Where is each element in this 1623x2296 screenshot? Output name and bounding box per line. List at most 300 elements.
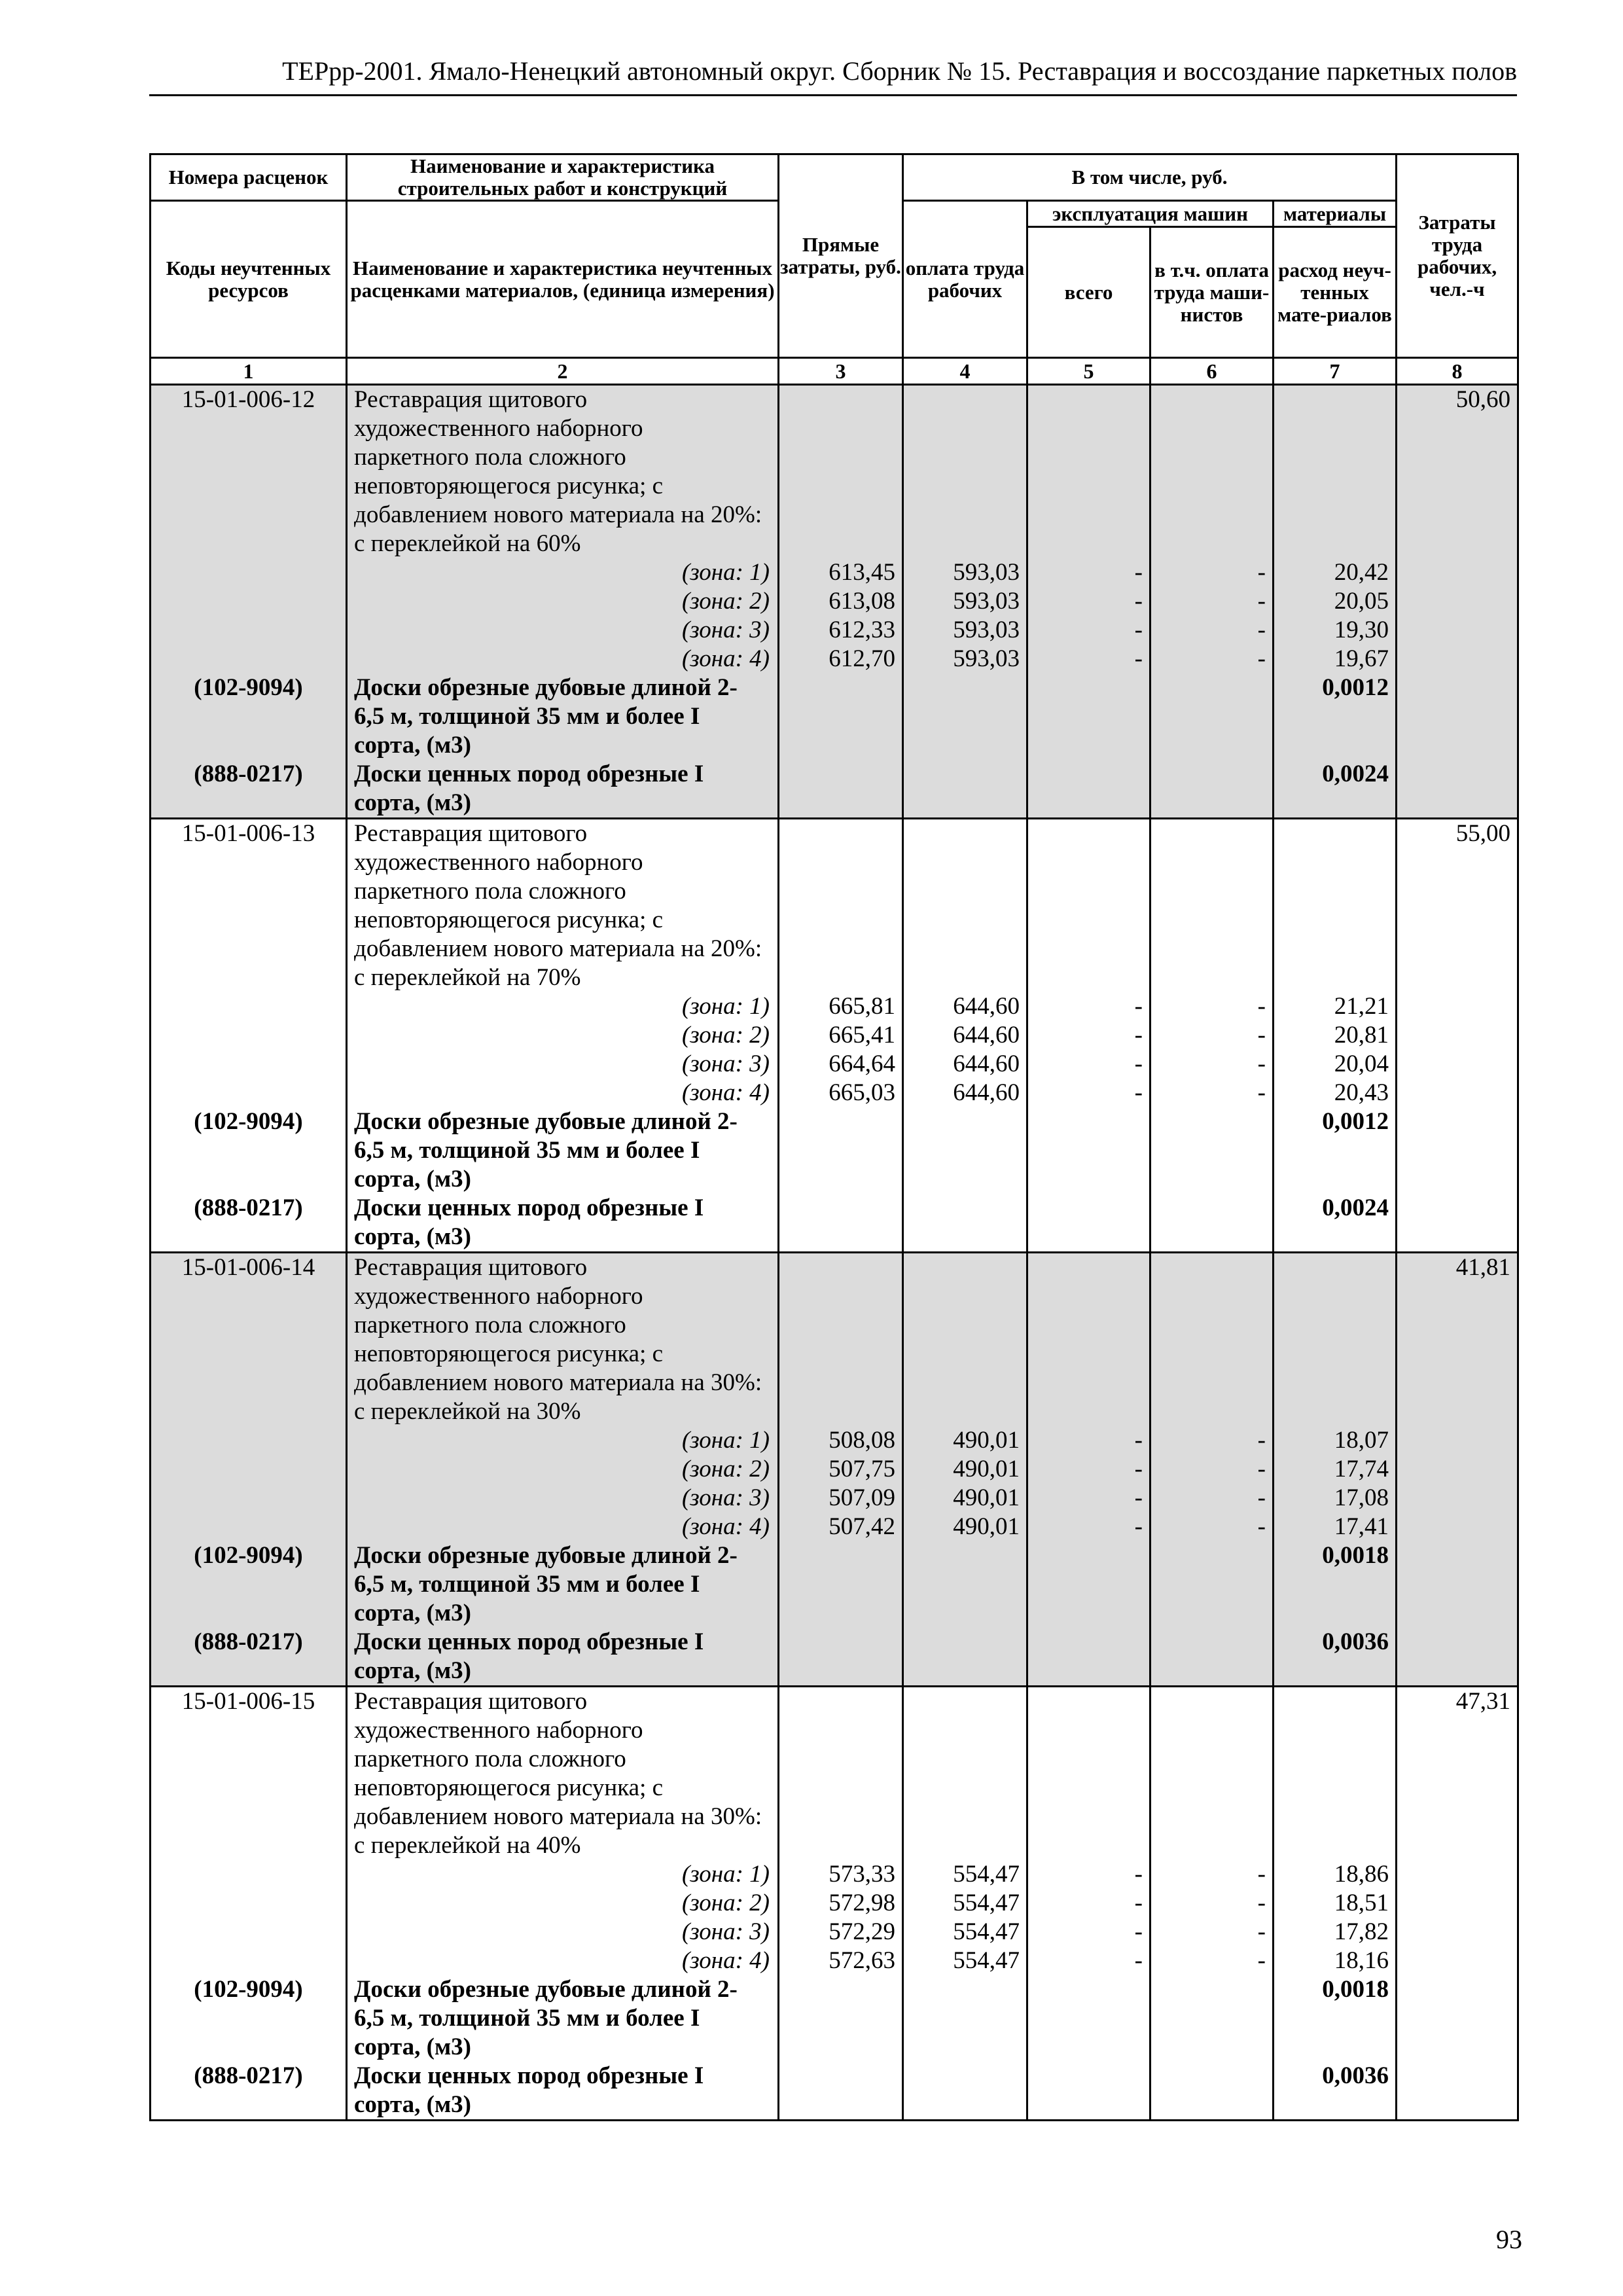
materials-header: материалы (1274, 201, 1397, 227)
blank-line (1151, 1831, 1272, 1860)
machinist-wage: - (1257, 993, 1266, 1020)
work-description-line: неповторяющегося рисунка; с (354, 1340, 664, 1367)
blank-line (904, 1831, 1026, 1860)
blank-line (1028, 1628, 1149, 1657)
blank-line (904, 1253, 1026, 1282)
direct-cost: 573,33 (829, 1861, 895, 1888)
blank-line (151, 645, 346, 673)
blank-line (151, 1455, 346, 1484)
blank-line (1028, 963, 1149, 992)
worker-wage: 554,47 (953, 1947, 1020, 1974)
blank-line (1397, 2090, 1517, 2119)
blank-line (779, 472, 902, 501)
work-description-line: неповторяющегося рисунка; с (354, 473, 664, 499)
table-cell (779, 1253, 903, 1687)
worker-wage: 554,47 (953, 1890, 1020, 1916)
blank-line (1274, 1253, 1395, 1282)
blank-line (1028, 877, 1149, 906)
labor-cost: 47,31 (1455, 1688, 1511, 1715)
col1-top-header: Номера расценок (151, 154, 347, 201)
col5-header: всего (1027, 227, 1150, 358)
blank-line (779, 386, 902, 414)
direct-cost: 665,03 (829, 1079, 895, 1106)
blank-line (1028, 819, 1149, 848)
blank-line (1028, 1570, 1149, 1599)
table-row (151, 819, 1518, 1253)
blank-line (779, 1774, 902, 1803)
blank-line (779, 1397, 902, 1426)
blank-line (1397, 1541, 1517, 1570)
resource-name-line: сорта, (м3) (354, 1223, 471, 1250)
machine-cost: - (1134, 645, 1143, 672)
material-cost: 21,21 (1334, 993, 1389, 1020)
blank-line (1397, 877, 1517, 906)
blank-line (1397, 443, 1517, 472)
blank-line (1397, 1079, 1517, 1107)
material-cost: 17,74 (1334, 1456, 1389, 1482)
machine-cost: - (1134, 1513, 1143, 1540)
material-cost: 20,43 (1334, 1079, 1389, 1106)
table-cell (1027, 1253, 1150, 1687)
blank-line (1028, 1165, 1149, 1194)
blank-line (779, 673, 902, 702)
blank-line (151, 558, 346, 587)
blank-line (1274, 2033, 1395, 2062)
blank-line (1274, 819, 1395, 848)
blank-line (151, 1165, 346, 1194)
machinist-wage: - (1257, 1022, 1266, 1049)
machinist-wage: - (1257, 1861, 1266, 1888)
table-cell (1274, 385, 1397, 819)
blank-line (1028, 1369, 1149, 1397)
blank-line (151, 877, 346, 906)
worker-wage: 490,01 (953, 1456, 1020, 1482)
blank-line (1028, 1745, 1149, 1774)
table-cell (347, 1687, 779, 2121)
col3-header: Прямые затраты, руб. (779, 154, 903, 358)
resource-consumption: 0,0036 (1322, 2062, 1389, 2089)
resource-name-line: Доски ценных пород обрезные I (354, 761, 704, 787)
machinist-wage: - (1257, 645, 1266, 672)
blank-line (779, 760, 902, 789)
resource-name-line: 6,5 м, толщиной 35 мм и более I (354, 703, 700, 730)
table-cell (903, 385, 1027, 819)
blank-line (1151, 1194, 1272, 1223)
blank-line (904, 1107, 1026, 1136)
table-cell (1150, 385, 1274, 819)
blank-line (151, 1223, 346, 1251)
blank-line (779, 1831, 902, 1860)
machine-cost: - (1134, 993, 1143, 1020)
blank-line (904, 848, 1026, 877)
resource-consumption: 0,0018 (1322, 1976, 1389, 2003)
blank-line (1028, 1136, 1149, 1165)
blank-line (779, 1369, 902, 1397)
blank-line (1028, 529, 1149, 558)
blank-line (1274, 906, 1395, 935)
blank-line (1274, 1831, 1395, 1860)
machine-cost: - (1134, 617, 1143, 643)
zone-label: (зона: 2) (681, 1456, 770, 1482)
blank-line (1274, 1311, 1395, 1340)
blank-line (1397, 963, 1517, 992)
blank-line (779, 906, 902, 935)
worker-wage: 554,47 (953, 1861, 1020, 1888)
blank-line (1151, 2004, 1272, 2033)
blank-line (151, 1513, 346, 1541)
blank-line (904, 1628, 1026, 1657)
blank-line (1397, 1628, 1517, 1657)
blank-line (151, 1774, 346, 1803)
blank-line (779, 1745, 902, 1774)
table-cell (347, 385, 779, 819)
blank-line (1151, 414, 1272, 443)
blank-line (1274, 472, 1395, 501)
blank-line (1274, 935, 1395, 963)
blank-line (1028, 1194, 1149, 1223)
machine-cost: - (1134, 1079, 1143, 1106)
direct-cost: 572,63 (829, 1947, 895, 1974)
blank-line (151, 848, 346, 877)
resource-code: (888-0217) (194, 1194, 303, 1221)
zone-label: (зона: 3) (681, 617, 770, 643)
blank-line (151, 1397, 346, 1426)
zone-label: (зона: 1) (681, 559, 770, 586)
worker-wage: 593,03 (953, 617, 1020, 643)
blank-line (1151, 1107, 1272, 1136)
blank-line (779, 819, 902, 848)
work-description-line: Реставрация щитового (354, 1254, 588, 1281)
blank-line (779, 935, 902, 963)
column-index-row (151, 358, 1518, 385)
machinist-wage: - (1257, 1050, 1266, 1077)
table-cell (1027, 1687, 1150, 2121)
blank-line (1274, 1282, 1395, 1311)
blank-line (1028, 1599, 1149, 1628)
blank-line (151, 2004, 346, 2033)
blank-line (1151, 501, 1272, 529)
blank-line (904, 1687, 1026, 1716)
blank-line (1028, 1831, 1149, 1860)
blank-line (904, 1803, 1026, 1831)
resource-consumption: 0,0036 (1322, 1628, 1389, 1655)
work-description-line: с переклейкой на 40% (354, 1832, 581, 1859)
blank-line (779, 1716, 902, 1745)
material-cost: 20,04 (1334, 1050, 1389, 1077)
machine-cost: - (1134, 1918, 1143, 1945)
machinist-wage: - (1257, 1427, 1266, 1454)
blank-line (1274, 731, 1395, 760)
blank-line (1274, 1774, 1395, 1803)
blank-line (779, 1975, 902, 2004)
blank-line (1028, 2090, 1149, 2119)
blank-line (779, 1194, 902, 1223)
machine-cost: - (1134, 1050, 1143, 1077)
blank-line (1397, 1021, 1517, 1050)
group-header: В том числе, руб. (903, 154, 1397, 201)
blank-line (151, 789, 346, 817)
blank-line (151, 963, 346, 992)
blank-line (151, 1570, 346, 1599)
direct-cost: 613,08 (829, 588, 895, 615)
machinist-wage: - (1257, 588, 1266, 615)
blank-line (904, 1194, 1026, 1223)
blank-line (151, 587, 346, 616)
work-description-line: паркетного пола сложного (354, 444, 626, 471)
blank-line (151, 1716, 346, 1745)
resource-consumption: 0,0012 (1322, 1108, 1389, 1135)
blank-line (779, 1687, 902, 1716)
blank-line (779, 1803, 902, 1831)
resource-name-line: Доски ценных пород обрезные I (354, 1628, 704, 1655)
worker-wage: 554,47 (953, 1918, 1020, 1945)
work-description-line: паркетного пола сложного (354, 1746, 626, 1772)
blank-line (1028, 1975, 1149, 2004)
blank-line (1397, 935, 1517, 963)
rate-code: 15-01-006-13 (181, 820, 315, 847)
resource-code: (888-0217) (194, 761, 303, 787)
resource-code: (102-9094) (194, 1542, 303, 1569)
work-description-line: художественного наборного (354, 1717, 643, 1744)
resource-consumption: 0,0012 (1322, 674, 1389, 701)
blank-line (904, 386, 1026, 414)
labor-cost: 55,00 (1455, 820, 1511, 847)
rate-code: 15-01-006-15 (181, 1688, 315, 1715)
blank-line (779, 1311, 902, 1340)
blank-line (1274, 1136, 1395, 1165)
table-cell (1274, 1687, 1397, 2121)
blank-line (1397, 1194, 1517, 1223)
machine-cost: - (1134, 588, 1143, 615)
resource-name-line: сорта, (м3) (354, 789, 471, 816)
page-header (149, 56, 1517, 96)
resource-name-line: сорта, (м3) (354, 1600, 471, 1626)
blank-line (1274, 443, 1395, 472)
blank-line (904, 1282, 1026, 1311)
blank-line (1151, 1311, 1272, 1340)
worker-wage: 644,60 (953, 1079, 1020, 1106)
machinist-wage: - (1257, 1890, 1266, 1916)
machinist-wage: - (1257, 1513, 1266, 1540)
blank-line (1028, 443, 1149, 472)
work-description-line: с переклейкой на 70% (354, 964, 581, 991)
blank-line (904, 529, 1026, 558)
blank-line (904, 1745, 1026, 1774)
price-table (149, 153, 1519, 2121)
table-cell (779, 819, 903, 1253)
blank-line (904, 731, 1026, 760)
blank-line (1397, 414, 1517, 443)
blank-line (904, 1975, 1026, 2004)
material-cost: 17,41 (1334, 1513, 1389, 1540)
blank-line (1028, 472, 1149, 501)
blank-line (151, 1311, 346, 1340)
blank-line (1397, 558, 1517, 587)
blank-line (1151, 963, 1272, 992)
blank-line (1028, 1311, 1149, 1340)
blank-line (1397, 1136, 1517, 1165)
machinist-wage: - (1257, 1456, 1266, 1482)
zone-label: (зона: 4) (681, 1079, 770, 1106)
blank-line (1397, 1831, 1517, 1860)
blank-line (1151, 877, 1272, 906)
blank-line (1151, 935, 1272, 963)
blank-line (151, 529, 346, 558)
worker-wage: 490,01 (953, 1513, 1020, 1540)
machine-cost: - (1134, 1947, 1143, 1974)
column-index: 8 (1397, 358, 1518, 385)
blank-line (1397, 731, 1517, 760)
blank-line (151, 731, 346, 760)
resource-name-line: 6,5 м, толщиной 35 мм и более I (354, 1571, 700, 1598)
blank-line (151, 1889, 346, 1918)
table-cell (1150, 1253, 1274, 1687)
machine-cost: - (1134, 1861, 1143, 1888)
resource-name-line: Доски обрезные дубовые длиной 2- (354, 1108, 738, 1135)
table-cell (1397, 819, 1518, 1253)
direct-cost: 507,42 (829, 1513, 895, 1540)
table-cell (151, 385, 347, 819)
table-cell (1274, 1253, 1397, 1687)
blank-line (1274, 1657, 1395, 1685)
blank-line (779, 1541, 902, 1570)
blank-line (904, 906, 1026, 935)
direct-cost: 665,41 (829, 1022, 895, 1049)
blank-line (1028, 2062, 1149, 2090)
blank-line (1397, 1803, 1517, 1831)
column-index: 6 (1150, 358, 1274, 385)
material-cost: 18,51 (1334, 1890, 1389, 1916)
resource-name-line: сорта, (м3) (354, 2091, 471, 2118)
price-table-container (149, 153, 1517, 2121)
blank-line (1397, 1774, 1517, 1803)
zone-label: (зона: 2) (681, 588, 770, 615)
blank-line (1028, 906, 1149, 935)
blank-line (1151, 1253, 1272, 1282)
blank-line (904, 443, 1026, 472)
blank-line (1151, 731, 1272, 760)
table-cell (1397, 1253, 1518, 1687)
blank-line (1274, 702, 1395, 731)
material-cost: 20,81 (1334, 1022, 1389, 1049)
blank-line (1397, 587, 1517, 616)
blank-line (1151, 819, 1272, 848)
machinist-wage: - (1257, 1947, 1266, 1974)
zone-label: (зона: 3) (681, 1484, 770, 1511)
blank-line (1151, 2090, 1272, 2119)
worker-wage: 490,01 (953, 1427, 1020, 1454)
direct-cost: 664,64 (829, 1050, 895, 1077)
blank-line (151, 906, 346, 935)
blank-line (1151, 1223, 1272, 1251)
blank-line (1028, 731, 1149, 760)
blank-line (1397, 1165, 1517, 1194)
blank-line (151, 1484, 346, 1513)
blank-line (1028, 1541, 1149, 1570)
blank-line (904, 1223, 1026, 1251)
blank-line (1274, 529, 1395, 558)
blank-line (151, 1369, 346, 1397)
blank-line (1397, 992, 1517, 1021)
zone-label: (зона: 1) (681, 1427, 770, 1454)
direct-cost: 572,98 (829, 1890, 895, 1916)
table-cell (1150, 819, 1274, 1253)
resource-name-line: сорта, (м3) (354, 1657, 471, 1684)
blank-line (904, 1541, 1026, 1570)
blank-line (1274, 1687, 1395, 1716)
direct-cost: 665,81 (829, 993, 895, 1020)
worker-wage: 644,60 (953, 1022, 1020, 1049)
blank-line (779, 1599, 902, 1628)
page-number: 93 (1496, 2225, 1522, 2254)
blank-line (1274, 1223, 1395, 1251)
column-index: 2 (347, 358, 779, 385)
blank-line (1397, 789, 1517, 817)
labor-cost: 41,81 (1455, 1254, 1511, 1281)
machines-header: эксплуатация машин (1027, 201, 1274, 227)
blank-line (1274, 877, 1395, 906)
blank-line (1274, 2004, 1395, 2033)
col1-bottom-header: Коды неучтенных ресурсов (151, 201, 347, 358)
resource-name-line: сорта, (м3) (354, 732, 471, 759)
resource-consumption: 0,0024 (1322, 1194, 1389, 1221)
blank-line (904, 1136, 1026, 1165)
header-title: ТЕРрр-2001. Ямало-Ненецкий автономный округ. Сборник № 15. Реставрация и воссоздание паркетных полов (282, 56, 1517, 86)
blank-line (1397, 702, 1517, 731)
direct-cost: 507,09 (829, 1484, 895, 1511)
work-description-line: добавлением нового материала на 30%: (354, 1369, 762, 1396)
blank-line (779, 2033, 902, 2062)
blank-line (1397, 1426, 1517, 1455)
blank-line (151, 1599, 346, 1628)
direct-cost: 612,70 (829, 645, 895, 672)
blank-line (1028, 1282, 1149, 1311)
blank-line (1151, 906, 1272, 935)
blank-line (1028, 789, 1149, 817)
blank-line (779, 1253, 902, 1282)
work-description-line: добавлением нового материала на 20%: (354, 501, 762, 528)
blank-line (904, 963, 1026, 992)
blank-line (904, 935, 1026, 963)
blank-line (1397, 1455, 1517, 1484)
resource-name-line: Доски обрезные дубовые длиной 2- (354, 1976, 738, 2003)
table-cell (779, 1687, 903, 2121)
blank-line (779, 1657, 902, 1685)
table-cell (1150, 1687, 1274, 2121)
resource-name-line: 6,5 м, толщиной 35 мм и более I (354, 2005, 700, 2032)
machinist-wage: - (1257, 1484, 1266, 1511)
worker-wage: 644,60 (953, 1050, 1020, 1077)
blank-line (1151, 789, 1272, 817)
blank-line (1397, 529, 1517, 558)
blank-line (1028, 673, 1149, 702)
blank-line (151, 1426, 346, 1455)
col6-header: в т.ч. оплата труда маши-нистов (1150, 227, 1274, 358)
blank-line (904, 1716, 1026, 1745)
blank-line (1397, 645, 1517, 673)
blank-line (904, 1657, 1026, 1685)
worker-wage: 593,03 (953, 588, 1020, 615)
column-index: 4 (903, 358, 1027, 385)
resource-name-line: Доски ценных пород обрезные I (354, 2062, 704, 2089)
blank-line (1151, 2062, 1272, 2090)
direct-cost: 613,45 (829, 559, 895, 586)
worker-wage: 490,01 (953, 1484, 1020, 1511)
blank-line (151, 1136, 346, 1165)
table-cell (903, 1687, 1027, 2121)
machinist-wage: - (1257, 617, 1266, 643)
blank-line (779, 414, 902, 443)
